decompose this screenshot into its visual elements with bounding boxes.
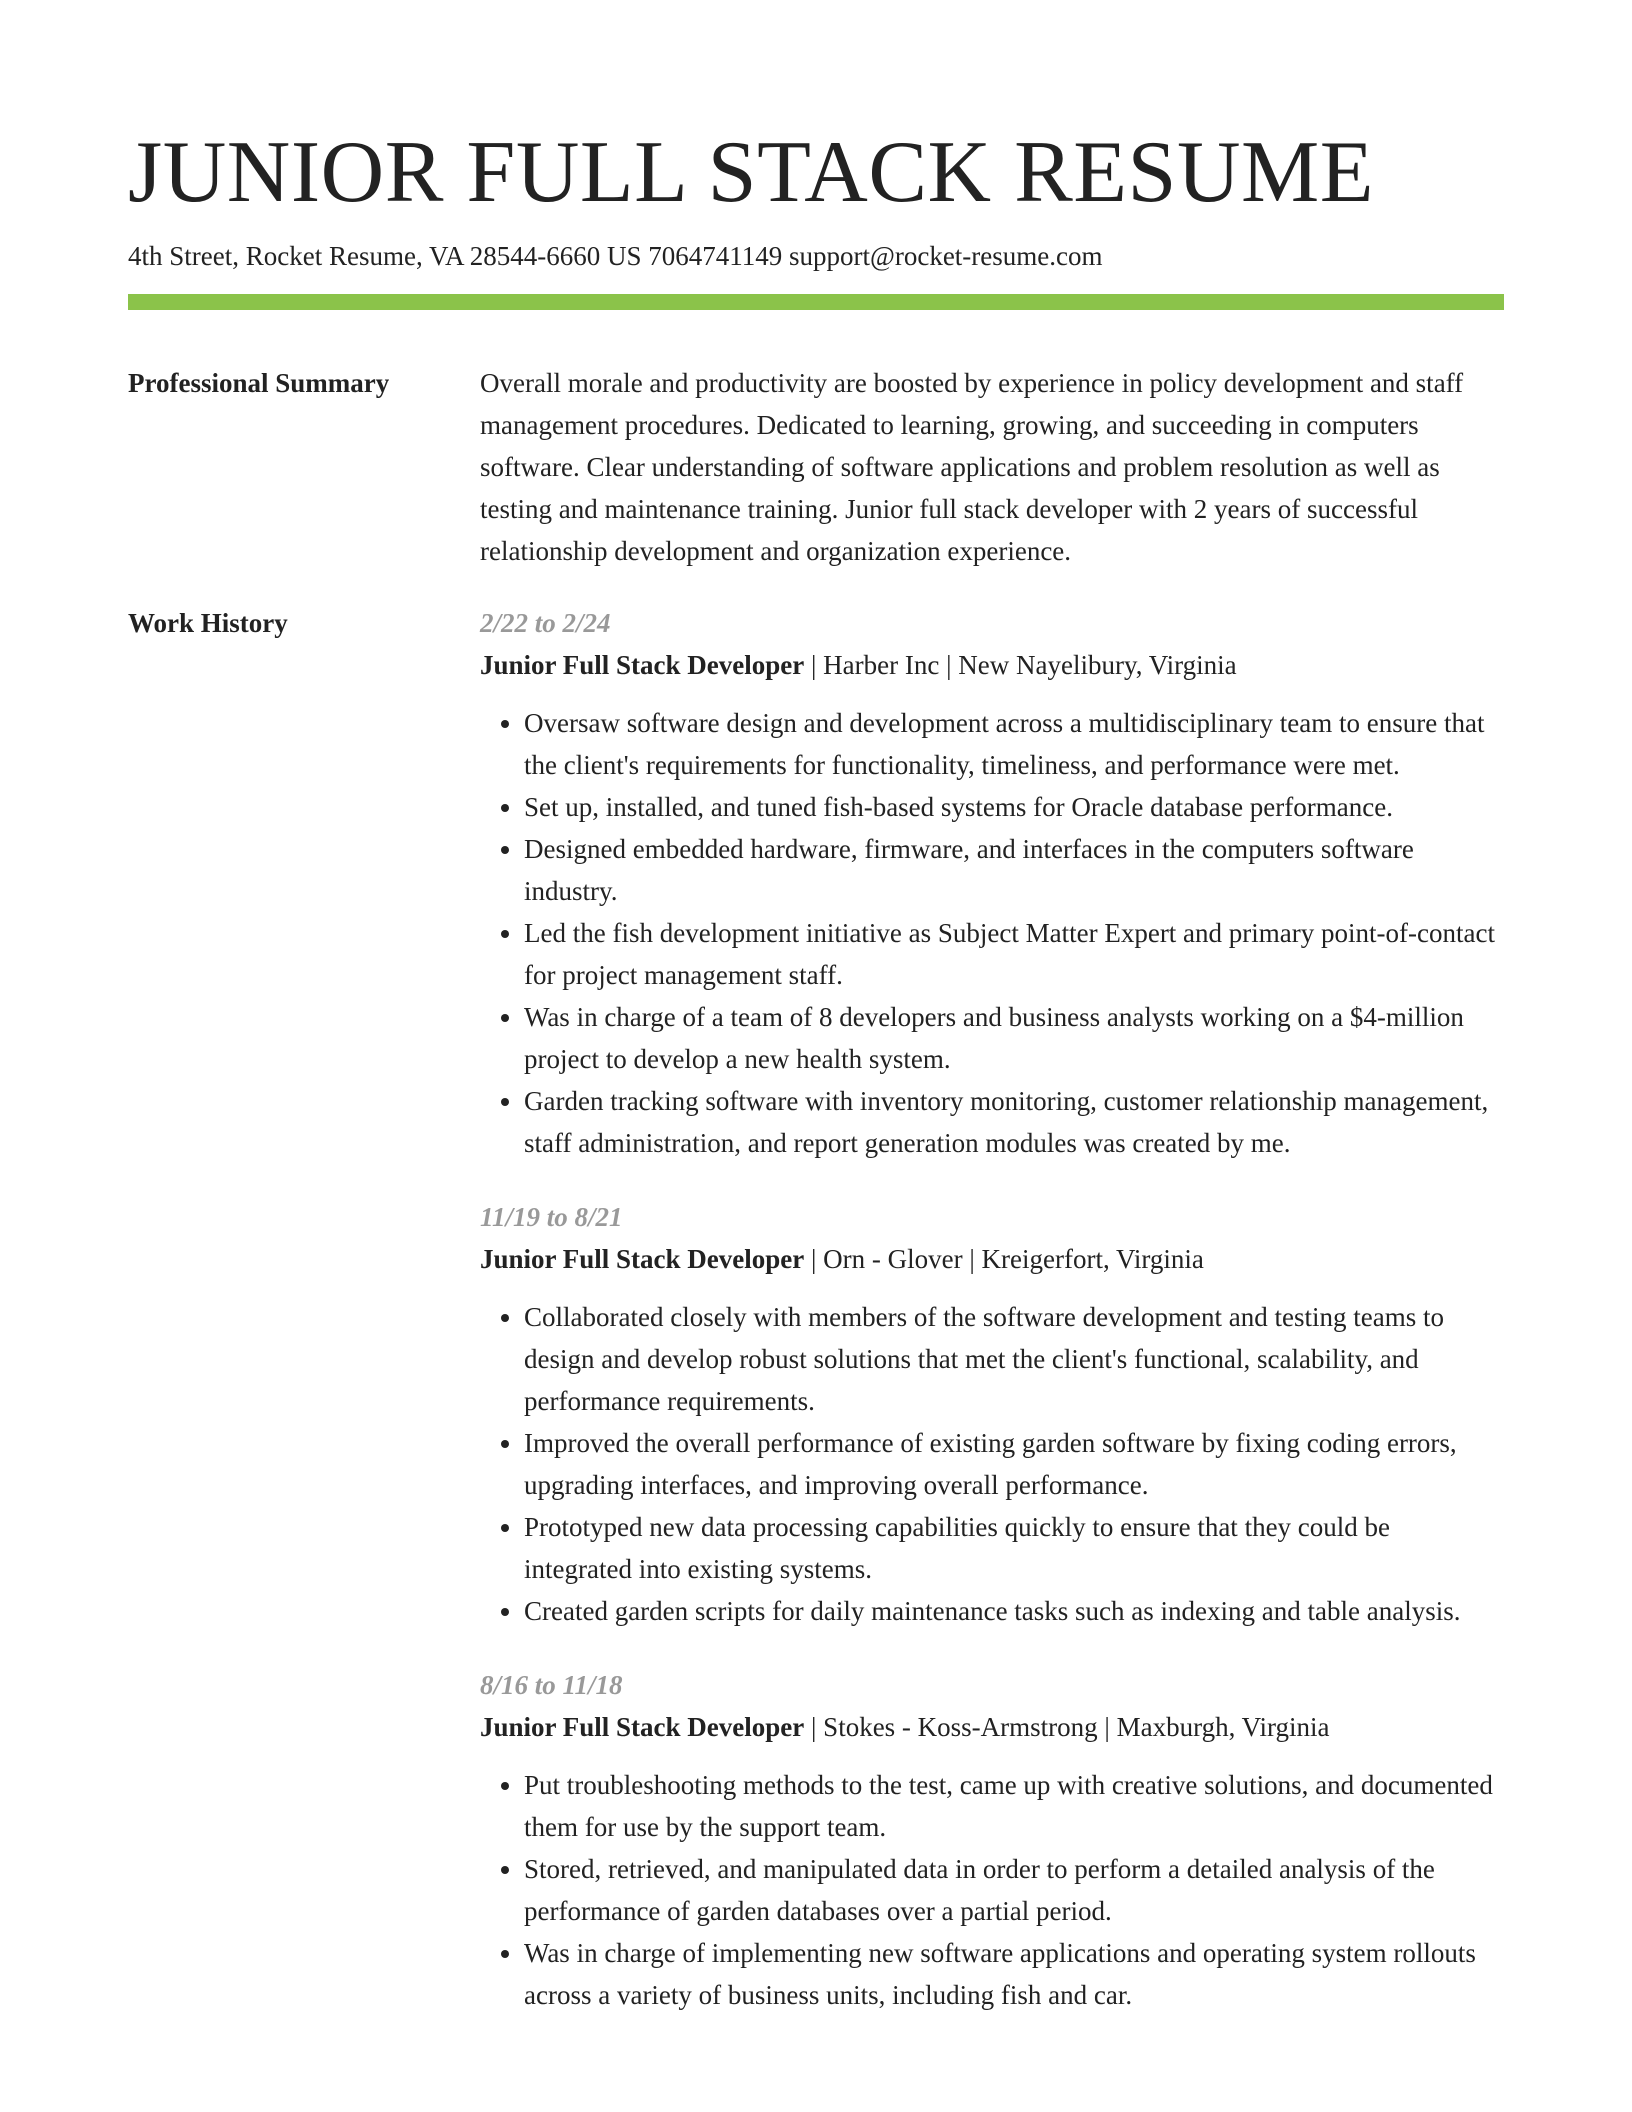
- job-dates: 8/16 to 11/18: [480, 1670, 623, 1700]
- section-label-summary: Professional Summary: [128, 368, 390, 398]
- summary-body: [480, 362, 1504, 572]
- work-history-section: [128, 602, 1504, 2048]
- job-location: New Nayelibury, Virginia: [958, 650, 1237, 680]
- job-entry: [480, 602, 1504, 1164]
- job-bullet-list: [480, 1296, 1504, 1632]
- job-bullet: • Was in charge of implementing new software applications and operating system rollouts across a variety of business units, including fish and car.: [524, 1932, 1504, 2016]
- job-company: Stokes - Koss-Armstrong: [823, 1712, 1098, 1742]
- work-history-body: [480, 602, 1504, 2048]
- job-bullet: • Stored, retrieved, and manipulated data in order to perform a detailed analysis of the performance of garden databases over a partial period.: [524, 1848, 1504, 1932]
- contact-info: 4th Street, Rocket Resume, VA 28544-6660 US 7064741149 support@rocket-resume.com: [128, 241, 1103, 271]
- job-heading: [480, 1706, 1504, 1748]
- job-entry: [480, 1664, 1504, 2016]
- job-bullet: • Put troubleshooting methods to the test, came up with creative solutions, and documented them for use by the support team.: [524, 1764, 1504, 1848]
- job-separator: |: [962, 1244, 982, 1274]
- job-heading: [480, 644, 1504, 686]
- job-bullet: • Improved the overall performance of existing garden software by fixing coding errors, upgrading interfaces, and improving overall performance.: [524, 1422, 1504, 1506]
- job-location: Maxburgh, Virginia: [1116, 1712, 1330, 1742]
- job-bullet: • Was in charge of a team of 8 developers and business analysts working on a $4-million project to develop a new health system.: [524, 996, 1504, 1080]
- professional-summary-section: [128, 362, 1504, 572]
- job-bullet: • Set up, installed, and tuned fish-based systems for Oracle database performance.: [524, 786, 1504, 828]
- job-bullet: • Designed embedded hardware, firmware, and interfaces in the computers software industry.: [524, 828, 1504, 912]
- resume-page: [128, 0, 1504, 2048]
- job-separator: |: [804, 650, 824, 680]
- job-bullet: • Created garden scripts for daily maintenance tasks such as indexing and table analysis.: [524, 1590, 1504, 1632]
- job-bullet: • Oversaw software design and development across a multidisciplinary team to ensure that the client's requirements for functionality, timeliness, and performance were met.: [524, 702, 1504, 786]
- job-location: Kreigerfort, Virginia: [981, 1244, 1204, 1274]
- job-title: Junior Full Stack Developer: [480, 1244, 805, 1274]
- job-bullet-list: [480, 1764, 1504, 2016]
- job-separator: |: [939, 650, 959, 680]
- job-bullet: • Led the fish development initiative as Subject Matter Expert and primary point-of-contact for project management staff.: [524, 912, 1504, 996]
- job-bullet-list: [480, 702, 1504, 1164]
- resume-title: JUNIOR FULL STACK RESUME: [128, 124, 1375, 221]
- job-heading: [480, 1238, 1504, 1280]
- job-entry: [480, 1196, 1504, 1632]
- job-title: Junior Full Stack Developer: [480, 650, 805, 680]
- job-dates: 11/19 to 8/21: [480, 1202, 623, 1232]
- job-dates: 2/22 to 2/24: [480, 608, 611, 638]
- job-bullet: • Prototyped new data processing capabilities quickly to ensure that they could be integrated into existing systems.: [524, 1506, 1504, 1590]
- job-separator: |: [804, 1244, 824, 1274]
- job-bullet: • Collaborated closely with members of the software development and testing teams to design and develop robust solutions that met the client's functional, scalability, and performance requirements.: [524, 1296, 1504, 1422]
- accent-divider: [128, 294, 1504, 310]
- job-separator: |: [1097, 1712, 1117, 1742]
- job-bullet: • Garden tracking software with inventory monitoring, customer relationship management, staff administration, and report generation modules was created by me.: [524, 1080, 1504, 1164]
- job-separator: |: [804, 1712, 824, 1742]
- summary-text: Overall morale and productivity are boosted by experience in policy development and staff management procedures. Dedicated to learning, growing, and succeeding in computers software. Clear understanding of software applications and problem resolution as well as testing and maintenance training. Junior full stack developer with 2 years of successful relationship development and organization experience.: [480, 368, 1464, 566]
- job-title: Junior Full Stack Developer: [480, 1712, 805, 1742]
- job-company: Harber Inc: [823, 650, 940, 680]
- section-label-work-history: Work History: [128, 608, 288, 638]
- job-company: Orn - Glover: [823, 1244, 963, 1274]
